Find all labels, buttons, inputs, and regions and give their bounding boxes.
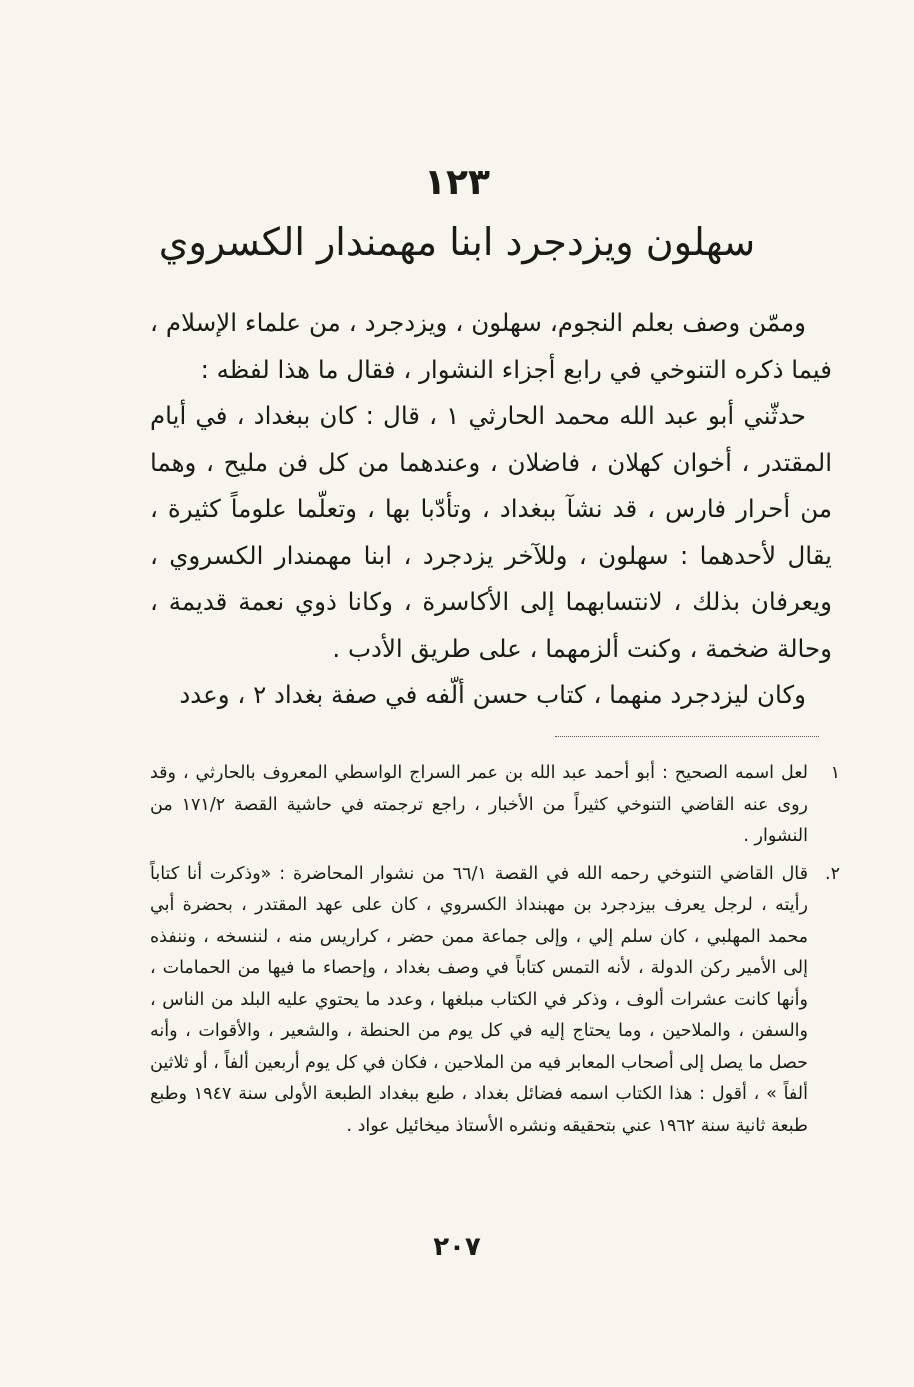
chapter-number: ١٢٣ bbox=[424, 162, 490, 203]
paragraph-2: حدثّني أبو عبد الله محمد الحارثي ١ ، قال : كان ببغداد ، في أيام المقتدر ، أخوان كهلان ، فاضلان ، وعندهما من كل فن مليح ، وهما من أحرار فارس ، قد نشآ ببغداد ، وتأدّبا بها ، وتعلّما علوماً كثيرة ، يقال لأحدهما : سهلون ، وللآخر يزدجرد ، ابنا مهمندار الكسروي ، ويعرفان بذلك ، لانتسابهما إلى الأكاسرة ، وكانا ذوي نعمة قديمة ، وحالة ضخمة ، وكنت ألزمهما ، على طريق الأدب . bbox=[150, 401, 832, 663]
footnote-divider bbox=[555, 736, 819, 737]
paragraph-1: وممّن وصف بعلم النجوم، سهلون ، ويزدجرد ، من علماء الإسلام ، فيما ذكره التنوخي في رابع أجزاء النشوار ، فقال ما هذا لفظه : bbox=[150, 308, 832, 384]
footnote-text: قال القاضي التنوخي رحمه الله في القصة ٦٦/١ من نشوار المحاضرة : «وذكرت أنا كتاباً رأيته ، لرجل يعرف بيزدجرد بن مهبنداذ الكسروي ، كان على عهد المقتدر ، بحضرة أبي محمد المهلبي ، كان سلم إلي ، وإلى جماعة ممن حضر ، كراريس منه ، لننسخه ، وننفذه إلى الأمير ركن الدولة ، لأنه التمس كتاباً في وصف بغداد ، وإحصاء ما فيها من الحمامات ، وأنها كانت عشرات ألوف ، وذكر في الكتاب مبلغها ، وعدد ما يحتوي عليه البلد من الناس ، والسفن ، والملاحين ، وما يحتاج إليه في كل يوم من الحنطة ، والشعير ، والأقوات ، وأنه حصل ما يصل إلى أصحاب المعابر فيه من الملاحين ، فكان في كل يوم أربعين ألفاً ، أو ثلاثين ألفاً » ، أقول : هذا الكتاب اسمه فضائل بغداد ، طبع ببغداد الطبعة الأولى سنة ١٩٤٧ وطبع طبعة ثانية سنة ١٩٦٢ عني بتحقيقه ونشره الأستاذ ميخائيل عواد . bbox=[150, 863, 808, 1136]
footnote-1 bbox=[150, 758, 840, 853]
footnote-number: ٢. bbox=[825, 863, 840, 884]
footnote-number: ١ bbox=[830, 763, 840, 783]
main-text bbox=[150, 300, 832, 719]
footnotes bbox=[150, 758, 840, 1148]
footnote-2 bbox=[150, 859, 840, 1143]
chapter-title: سهلون ويزدجرد ابنا مهمندار الكسروي bbox=[158, 220, 756, 264]
paragraph-3: وكان ليزدجرد منهما ، كتاب حسن ألّفه في صفة بغداد ٢ ، وعدد bbox=[179, 680, 806, 709]
page-number: ٢٠٧ bbox=[433, 1232, 481, 1262]
footnote-text: لعل اسمه الصحيح : أبو أحمد عبد الله بن عمر السراج الواسطي المعروف بالحارثي ، وقد روى عنه القاضي التنوخي كثيراً من الأخبار ، راجع ترجمته في حاشية القصة ١٧١/٢ من النشوار . bbox=[150, 763, 808, 846]
